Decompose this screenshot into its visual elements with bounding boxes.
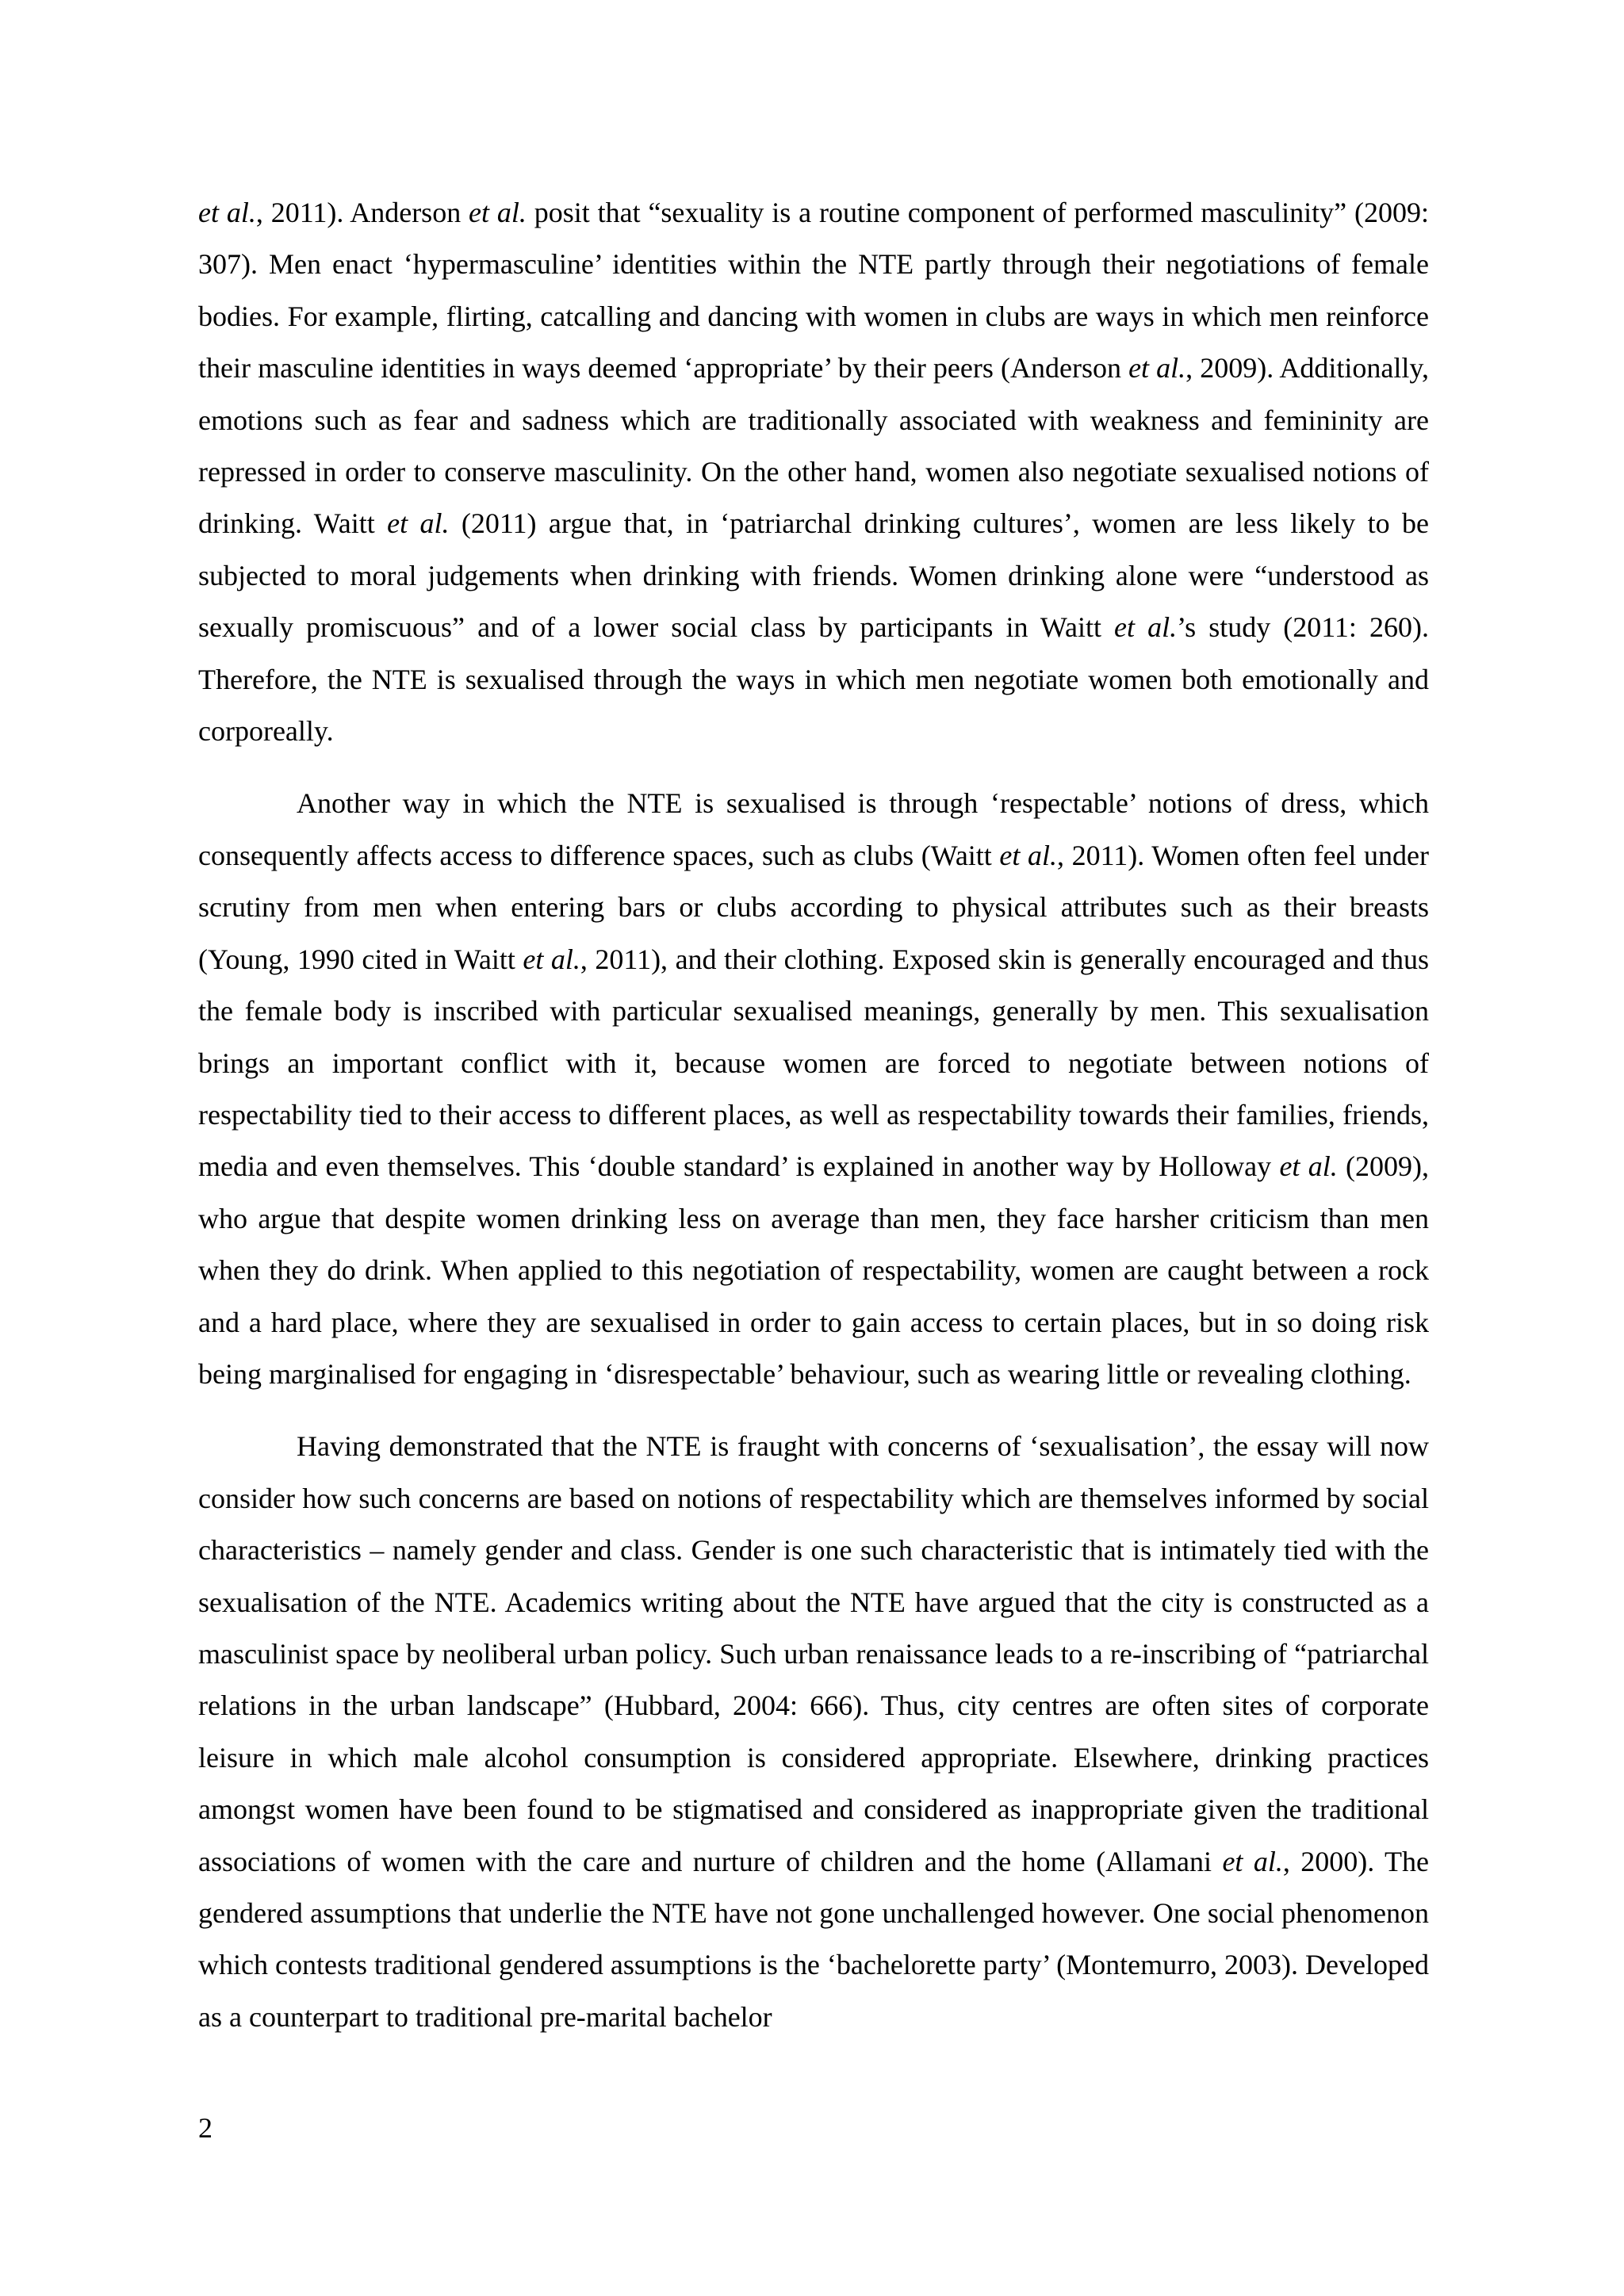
text-segment: , 2011). Women often feel under scrutiny from men when entering bars or clubs according to physical attributes such as their breasts (Young, 1990 cited in Waitt	[198, 839, 1429, 975]
text-segment: et al.	[523, 943, 580, 975]
text-segment: , 2009). Additionally, emotions such as fear and sadness which are traditionally associated with weakness and femininity are repressed in order to conserve masculinity. On the other hand, women also negotiate sexualised notions of drinking. Waitt	[198, 352, 1430, 540]
paragraph-1	[198, 187, 1429, 757]
text-segment: (2011) argue that, in ‘patriarchal drinking cultures’, women are less likely to be subjected to moral judgements when drinking with friends. Women drinking alone were “understood as sexually promiscuous” and of a lower social class by participants in Waitt	[198, 507, 1430, 644]
text-segment: et al.	[1128, 352, 1186, 385]
text-segment: et al.	[1222, 1845, 1283, 1877]
text-segment: et al.	[1279, 1150, 1338, 1183]
text-segment: et al.	[469, 197, 527, 228]
text-segment: et al.	[387, 507, 450, 540]
text-segment: Another way in which the NTE is sexualised is through ‘respectable’ notions of dress, which consequently affects access to difference spaces, such as clubs (Waitt	[198, 787, 1429, 871]
text-segment: et al.	[1114, 611, 1178, 644]
text-segment: posit that “sexuality is a routine component of performed masculinity” (2009: 307). Men enact ‘hypermasculine’ identities within the NTE partly through their negotiations of female bodies. For example, flirting, catcalling and dancing with women in clubs are ways in which men reinforce their masculine identities in ways deemed ‘appropriate’ by their peers (Anderson	[198, 197, 1430, 385]
paragraph-2	[198, 778, 1429, 1400]
text-segment: et al.	[198, 197, 256, 228]
text-segment: et al.	[999, 839, 1058, 871]
text-segment: , 2000). The gendered assumptions that underlie the NTE have not gone unchallenged however. One social phenomenon which contests traditional gendered assumptions is the ‘bachelorette party’ (Montemurro, 2003). Developed as a counterpart to traditional pre-marital bachelor	[198, 1845, 1430, 2033]
page-number: 2	[198, 2112, 213, 2144]
text-segment: ’s study (2011: 260). Therefore, the NTE is sexualised through the ways in which men negotiate women both emotionally and corporeally.	[198, 611, 1429, 748]
text-segment: Having demonstrated that the NTE is fraught with concerns of ‘sexualisation’, the essay will now consider how such concerns are based on notions of respectability which are themselves informed by social characteristics – namely gender and class. Gender is one such characteristic that is intimately tied with the sexualisation of the NTE. Academics writing about the NTE have argued that the city is constructed as a masculinist space by neoliberal urban policy. Such urban renaissance leads to a re-inscribing of “patriarchal relations in the urban landscape” (Hubbard, 2004: 666). Thus, city centres are often sites of corporate leisure in which male alcohol consumption is considered appropriate. Elsewhere, drinking practices amongst women have been found to be stigmatised and considered as inappropriate given the traditional associations of women with the care and nurture of children and the home (Allamani	[198, 1430, 1429, 1877]
text-segment: (2009), who argue that despite women drinking less on average than men, they face harsher criticism than men when they do drink. When applied to this negotiation of respectability, women are caught between a rock and a hard place, where they are sexualised in order to gain access to certain places, but in so doing risk being marginalised for engaging in ‘disrespectable’ behaviour, such as wearing little or revealing clothing.	[198, 1150, 1429, 1390]
body-text	[198, 187, 1429, 2064]
text-segment: , 2011), and their clothing. Exposed skin is generally encouraged and thus the female body is inscribed with particular sexualised meanings, generally by men. This sexualisation brings an important conflict with it, because women are forced to negotiate between notions of respectability tied to their access to different places, as well as respectability towards their families, friends, media and even themselves. This ‘double standard’ is explained in another way by Holloway	[198, 943, 1430, 1183]
text-segment: , 2011). Anderson	[255, 197, 469, 228]
paragraph-3	[198, 1421, 1429, 2043]
